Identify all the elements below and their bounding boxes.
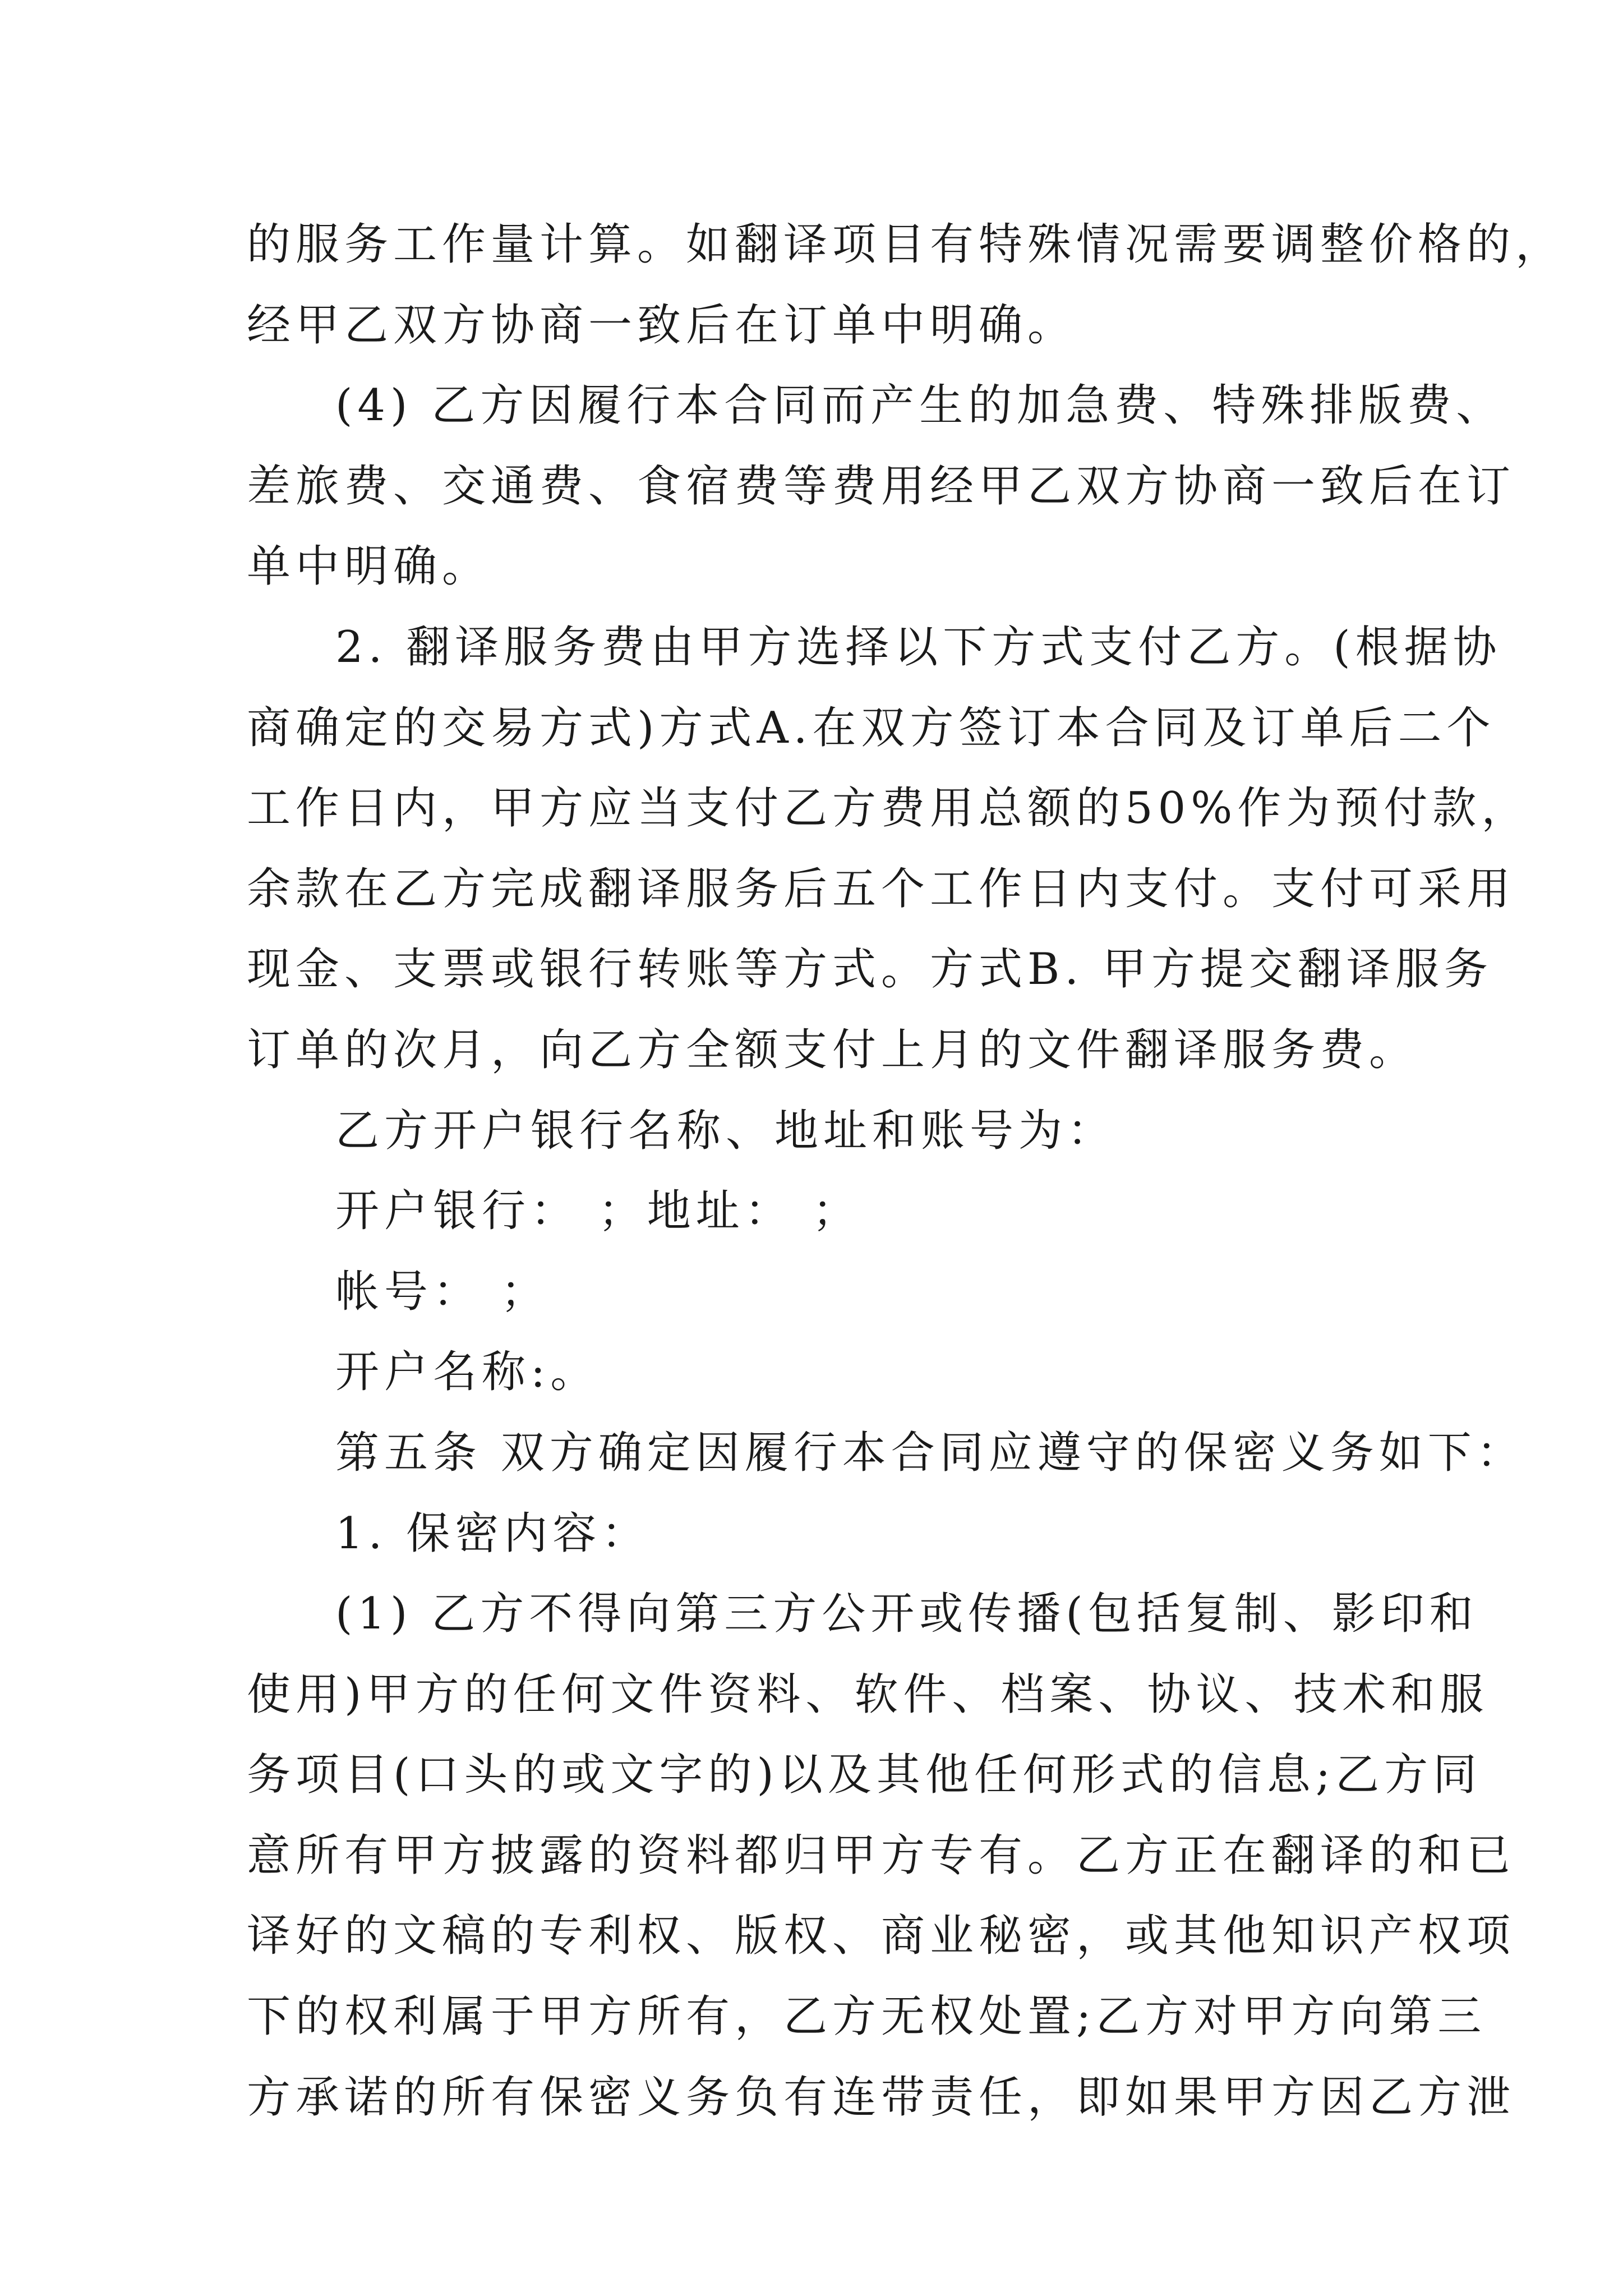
text-line: 商确定的交易方式)方式A.在双方签订本合同及订单后二个	[247, 702, 1496, 753]
text-line: (1) 乙方不得向第三方公开或传播(包括复制、影印和	[335, 1589, 1478, 1640]
text-line: 译好的文稿的专利权、版权、商业秘密，或其他知识产权项	[247, 1911, 1516, 1962]
text-line: 余款在乙方完成翻译服务后五个工作日内支付。支付可采用	[247, 863, 1516, 914]
text-line: 下的权利属于甲方所有，乙方无权处置;乙方对甲方向第三	[247, 1991, 1487, 2042]
text-line: 方承诺的所有保密义务负有连带责任，即如果甲方因乙方泄	[247, 2072, 1516, 2123]
text-line: 开户名称:。	[335, 1347, 600, 1398]
text-line: 2. 翻译服务费由甲方选择以下方式支付乙方。(根据协	[335, 622, 1502, 673]
text-line: (4) 乙方因履行本合同而产生的加急费、特殊排版费、	[335, 380, 1505, 431]
text-line: 务项目(口头的或文字的)以及其他任何形式的信息;乙方同	[247, 1750, 1482, 1801]
text-line: 工作日内，甲方应当支付乙方费用总额的50%作为预付款，	[247, 783, 1530, 834]
text-line: 意所有甲方披露的资料都归甲方专有。乙方正在翻译的和已	[247, 1830, 1516, 1881]
text-line: 单中明确。	[247, 541, 491, 592]
contract-body-text	[247, 205, 1565, 2138]
text-line: 经甲乙双方协商一致后在订单中明确。	[247, 300, 1077, 351]
text-line: 的服务工作量计算。如翻译项目有特殊情况需要调整价格的，	[247, 219, 1565, 270]
text-line: 差旅费、交通费、食宿费等费用经甲乙双方协商一致后在订	[247, 461, 1516, 512]
text-line: 第五条 双方确定因履行本合同应遵守的保密义务如下：	[335, 1427, 1525, 1478]
text-line: 现金、支票或银行转账等方式。方式B. 甲方提交翻译服务	[247, 944, 1493, 995]
text-line: 订单的次月，向乙方全额支付上月的文件翻译服务费。	[247, 1024, 1418, 1075]
text-line: 1. 保密内容：	[335, 1508, 651, 1559]
text-line: 乙方开户银行名称、地址和账号为：	[335, 1105, 1117, 1156]
text-line: 使用)甲方的任何文件资料、软件、档案、协议、技术和服	[247, 1669, 1489, 1720]
text-line: 帐号： ；	[335, 1266, 550, 1317]
text-line: 开户银行： ；地址： ；	[335, 1186, 861, 1237]
